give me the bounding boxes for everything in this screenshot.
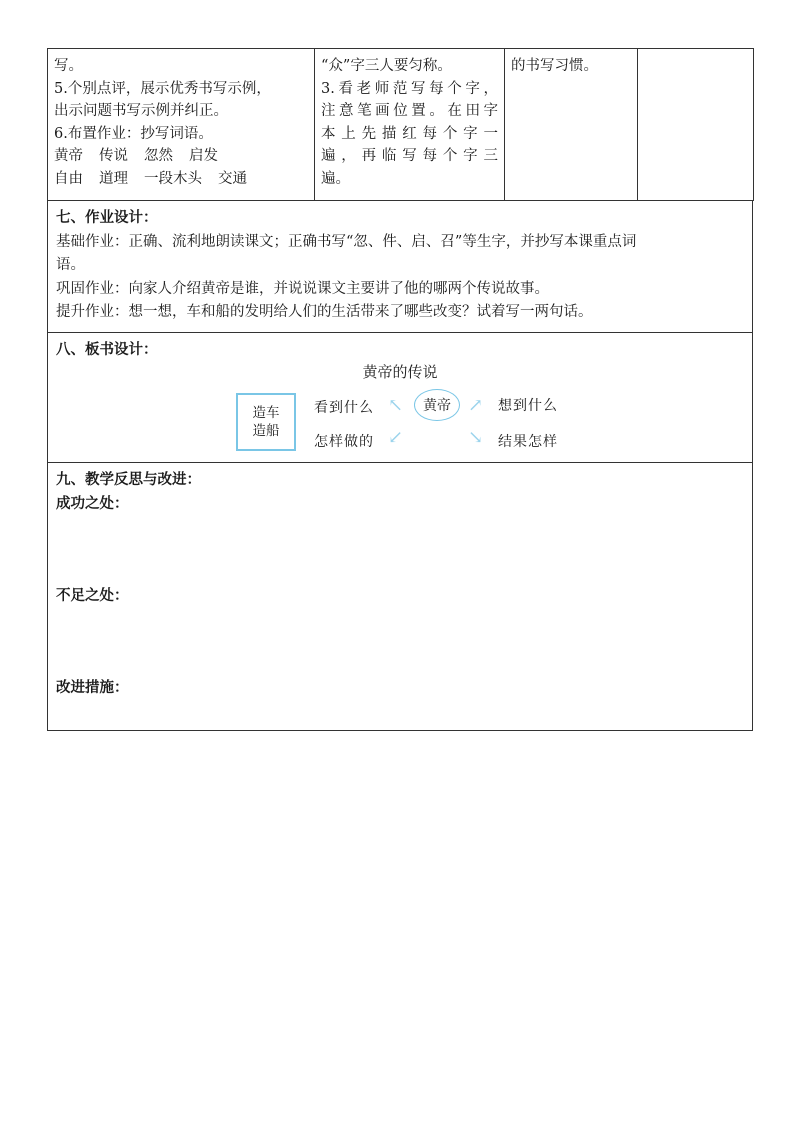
vocab-word: 交通: [218, 170, 247, 187]
board-heading: 八、板书设计：: [56, 342, 158, 358]
notes-cell: [638, 49, 754, 201]
lesson-plan-page: [47, 48, 753, 731]
vocab-word: 自由: [54, 170, 83, 187]
teacher-activity-cell: [48, 49, 315, 201]
student-line: “众”字三人要匀称。: [321, 58, 452, 74]
label-thought-what: 想到什么: [498, 398, 558, 414]
box-line: 造车: [252, 405, 280, 421]
intent-line: 的书写习惯。: [511, 58, 598, 74]
homework-heading: 七、作业设计：: [56, 210, 158, 226]
teacher-line: 5.个别点评，展示优秀书写示例，: [54, 80, 271, 97]
shortcoming-label: 不足之处：: [56, 588, 129, 604]
design-intent-cell: [505, 49, 638, 201]
student-line: 注意笔画位置。在田字: [321, 103, 498, 119]
vocab-word: 一段木头: [144, 170, 202, 187]
arrow-right-down-icon: ↘: [468, 427, 484, 448]
success-label: 成功之处：: [56, 496, 129, 512]
student-line: 遍。: [321, 170, 350, 187]
vocab-word: 黄帝: [54, 148, 83, 164]
student-line: 3.看老师范写每个字，: [321, 80, 498, 97]
teacher-line: 写。: [54, 58, 83, 74]
vocab-word: 启发: [189, 148, 218, 164]
student-line: 遍，再临写每个字三: [321, 148, 498, 164]
board-title: 黄帝的传说: [362, 363, 438, 381]
board-design-section: [47, 333, 753, 463]
box-line: 造船: [252, 423, 280, 439]
vocab-word: 传说: [99, 148, 128, 164]
center-node: 黄帝: [414, 389, 460, 421]
arrow-left-up-icon: ↖: [388, 395, 404, 416]
reflection-section: [47, 463, 753, 731]
label-saw-what: 看到什么: [314, 400, 374, 416]
student-activity-cell: [315, 49, 505, 201]
teaching-process-table: [47, 48, 754, 201]
homework-section: [47, 201, 753, 333]
improvement-label: 改进措施：: [56, 680, 129, 696]
label-how-did: 怎样做的: [314, 434, 374, 450]
basic-homework-cont: 语。: [56, 257, 85, 273]
arrow-left-down-icon: ↙: [388, 427, 404, 448]
vocab-word: 忽然: [144, 148, 173, 164]
advance-homework: 提升作业：想一想，车和船的发明给人们的生活带来了哪些改变？试着写一两句话。: [56, 304, 593, 320]
arrow-right-up-icon: ↗: [468, 395, 484, 416]
student-line: 本上先描红每个字一: [321, 125, 498, 142]
teacher-line: 6.布置作业：抄写词语。: [54, 125, 213, 142]
inventions-box: [236, 393, 296, 451]
label-result: 结果怎样: [498, 434, 558, 450]
basic-homework: 基础作业：正确、流利地朗读课文；正确书写“忽、件、启、召”等生字，并抄写本课重点词: [56, 233, 637, 250]
reflection-heading: 九、教学反思与改进：: [56, 472, 201, 488]
vocab-word: 道理: [99, 170, 128, 187]
vocab-row: [54, 145, 308, 168]
consolidate-homework: 巩固作业：向家人介绍黄帝是谁，并说说课文主要讲了他的哪两个传说故事。: [56, 280, 549, 297]
teacher-line: 出示问题书写示例并纠正。: [54, 103, 228, 119]
vocab-row: [54, 168, 308, 191]
